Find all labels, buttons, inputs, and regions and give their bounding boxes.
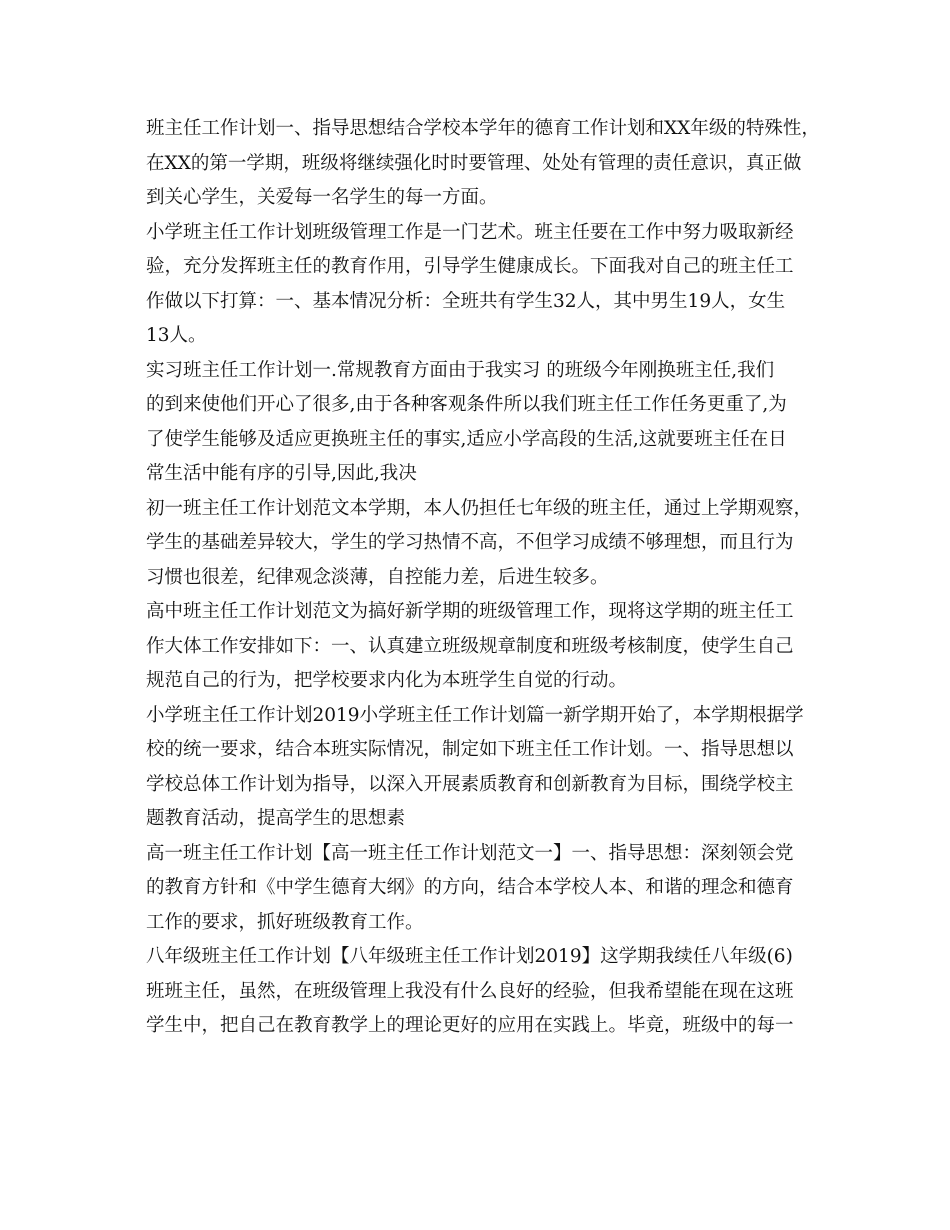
text-line: 作大体工作安排如下：一、认真建立班级规章制度和班级考核制度，使学生自己 [146,635,794,657]
text-line: 题教育活动，提高学生的思想素 [146,808,406,829]
document-body [146,112,820,1044]
text-line: 规范自己的行为，把学校要求内化为本班学生自觉的行动。 [146,670,628,691]
paragraph [146,699,810,837]
text-line: 高一班主任工作计划【高一班主任工作计划范文一】一、指导思想：深刻领会党 [146,842,794,864]
text-line: 高中班主任工作计划范文为搞好新学期的班级管理工作，现将这学期的班主任工 [146,601,794,622]
text-line: 学生中，把自己在教育教学上的理论更好的应用在实践上。毕竟，班级中的每一 [146,1015,794,1036]
text-line: 13人。 [146,325,207,346]
text-line: 初一班主任工作计划范文本学期，本人仍担任七年级的班主任，通过上学期观察， [146,497,813,519]
paragraph [146,492,813,596]
text-line: 小学班主任工作计划班级管理工作是一门艺术。班主任要在工作中努力吸取新经 [146,221,794,243]
text-line: 的到来使他们开心了很多,由于各种客观条件所以我们班主任工作任务更重了,为 [146,394,787,415]
paragraph [146,940,810,1044]
text-line: 班主任工作计划一、指导思想结合学校本学年的德育工作计划和XX年级的特殊性， [146,118,820,139]
text-line: 小学班主任工作计划2019小学班主任工作计划篇一新学期开始了，本学期根据学 [146,704,804,726]
text-line: 在XX的第一学期，班级将继续强化时时要管理、处处有管理的责任意识，真正做 [146,152,802,174]
paragraph [146,354,810,492]
paragraph [146,595,810,699]
text-line: 习惯也很差，纪律观念淡薄，自控能力差，后进生较多。 [146,566,609,588]
paragraph [146,216,810,354]
text-line: 的教育方针和《中学生德育大纲》的方向，结合本学校人本、和谐的理念和德育 [146,877,794,898]
text-line: 了使学生能够及适应更换班主任的事实,适应小学高段的生活,这就要班主任在日 [146,428,787,450]
text-line: 工作的要求，抓好班级教育工作。 [146,911,424,933]
text-line: 实习班主任工作计划一.常规教育方面由于我实习 的班级今年刚换班主任,我们 [146,359,775,381]
text-line: 校的统一要求，结合本班实际情况，制定如下班主任工作计划。一、指导思想以 [146,739,794,760]
text-line: 学生的基础差异较大，学生的学习热情不高，不但学习成绩不够理想，而且行为 [146,532,794,553]
text-line: 作做以下打算：一、基本情况分析：全班共有学生32人，其中男生19人，女生 [146,290,786,312]
paragraph [146,837,810,941]
text-line: 常生活中能有序的引导,因此,我决 [146,463,417,484]
paragraph [146,112,820,216]
text-line: 班班主任，虽然，在班级管理上我没有什么良好的经验，但我希望能在现在这班 [146,980,794,1002]
text-line: 验，充分发挥班主任的教育作用，引导学生健康成长。下面我对自己的班主任工 [146,256,794,277]
text-line: 学校总体工作计划为指导，以深入开展素质教育和创新教育为目标，围绕学校主 [146,773,794,795]
text-line: 八年级班主任工作计划【八年级班主任工作计划2019】这学期我续任八年级(6) [146,946,793,967]
text-line: 到关心学生，关爱每一名学生的每一方面。 [146,187,498,208]
